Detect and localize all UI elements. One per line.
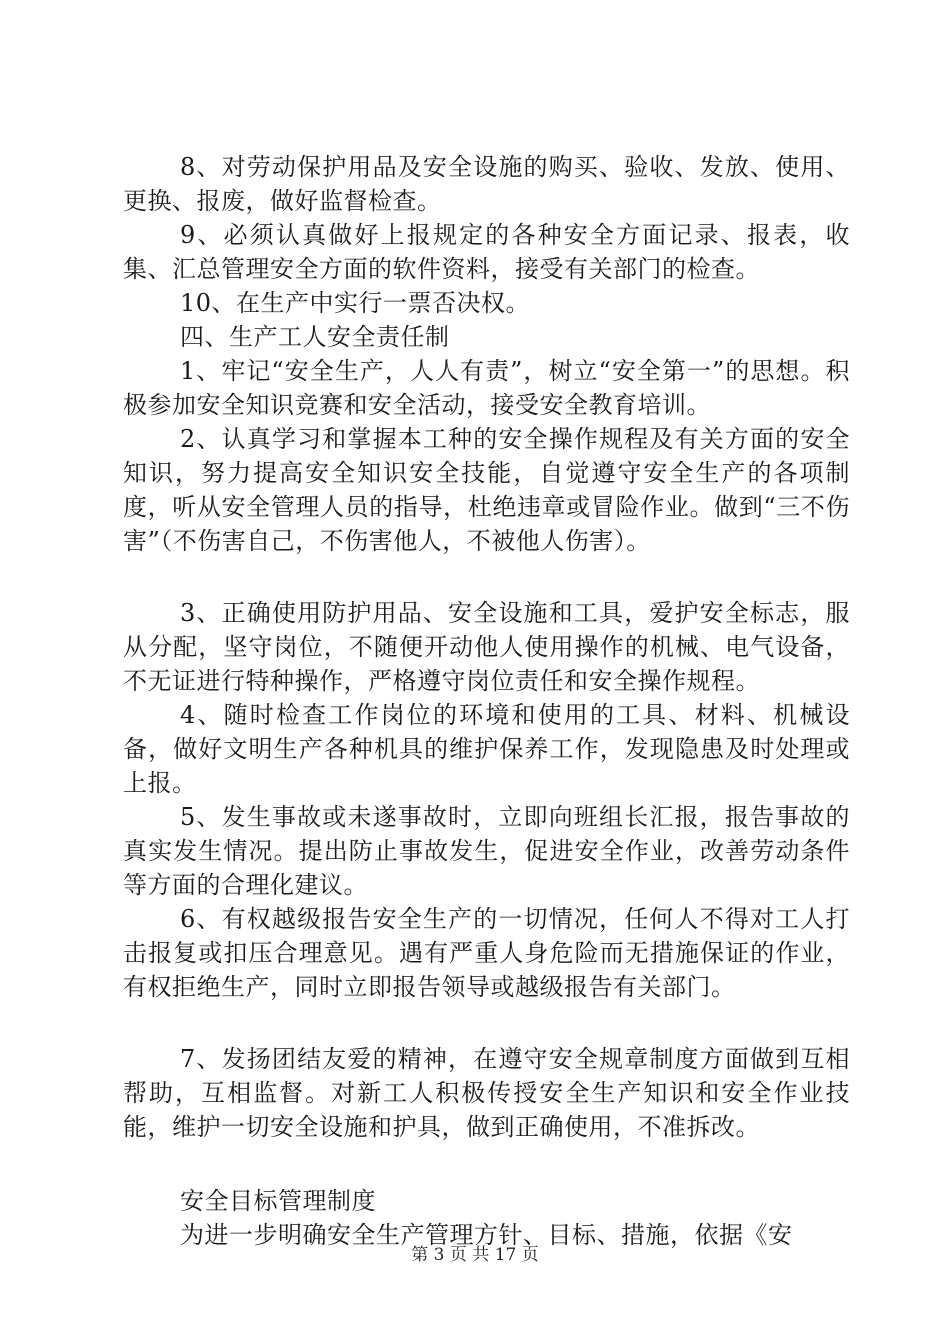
paragraph-item-9: 9、必须认真做好上报规定的各种安全方面记录、报表，收集、汇总管理安全方面的软件资料，接受有关部门的检查。 [123, 221, 850, 283]
paragraph-item-10: 10、在生产中实行一票否决权。 [180, 289, 531, 317]
paragraph-item-2: 2、认真学习和掌握本工种的安全操作规程及有关方面的安全知识，努力提高安全知识安全技能，自觉遵守安全生产的各项制度，听从安全管理人员的指导，杜绝违章或冒险作业。做到“三不伤害”（不伤害自己，不伤害他人，不被他人伤害）。 [123, 425, 850, 555]
section-heading-worker-responsibility: 四、生产工人安全责任制 [180, 323, 450, 351]
paragraph-item-1: 1、牢记“安全生产，人人有责”，树立“安全第一”的思想。积极参加安全知识竞赛和安全活动，接受安全教育培训。 [123, 357, 850, 419]
paragraph-item-7: 7、发扬团结友爱的精神，在遵守安全规章制度方面做到互相帮助，互相监督。对新工人积极传授安全生产知识和安全作业技能，维护一切安全设施和护具，做到正确使用，不准拆改。 [123, 1045, 850, 1141]
document-body [123, 150, 850, 1252]
page-number-footer: 第 3 页 共 17 页 [411, 1245, 539, 1265]
section-heading-safety-goal: 安全目标管理制度 [180, 1187, 376, 1215]
paragraph-item-6: 6、有权越级报告安全生产的一切情况，任何人不得对工人打击报复或扣压合理意见。遇有严重人身危险而无措施保证的作业，有权拒绝生产，同时立即报告领导或越级报告有关部门。 [123, 905, 850, 1001]
paragraph-item-4: 4、随时检查工作岗位的环境和使用的工具、材料、机械设备，做好文明生产各种机具的维护保养工作，发现隐患及时处理或上报。 [123, 701, 850, 797]
paragraph-item-5: 5、发生事故或未遂事故时，立即向班组长汇报，报告事故的真实发生情况。提出防止事故发生，促进安全作业，改善劳动条件等方面的合理化建议。 [123, 803, 850, 899]
paragraph-item-8: 8、对劳动保护用品及安全设施的购买、验收、发放、使用、更换、报废，做好监督检查。 [123, 153, 850, 215]
paragraph-intro-safety-goal: 为进一步明确安全生产管理方针、目标、措施，依据《安 [180, 1221, 793, 1249]
paragraph-item-3: 3、正确使用防护用品、安全设施和工具，爱护安全标志，服从分配，坚守岗位，不随便开动他人使用操作的机械、电气设备，不无证进行特种操作，严格遵守岗位责任和安全操作规程。 [123, 599, 850, 695]
